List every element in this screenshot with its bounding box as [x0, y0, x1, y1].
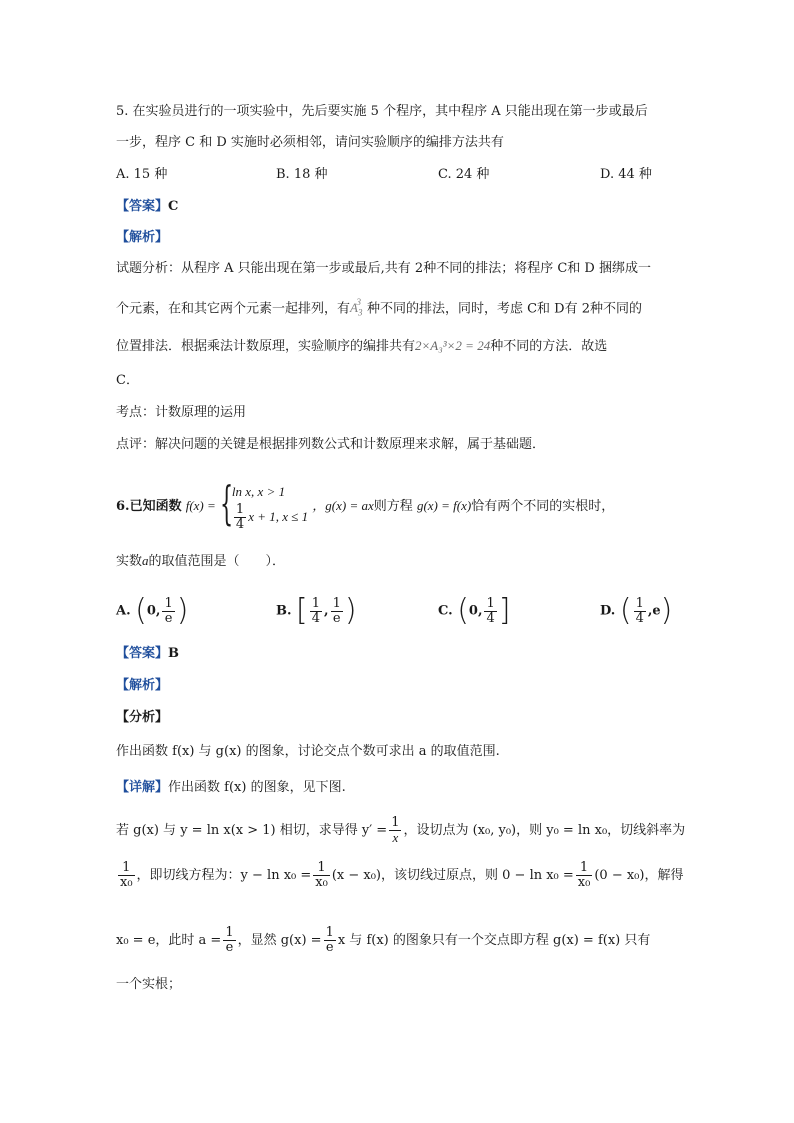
q6-fenxi-tag: 【分析】 [116, 710, 169, 725]
q5-explanation-line2: 个元素，在和其它两个元素一起排列，有$A_3^3$ 种不同的排法，同时，考虑 C和 D有 2种不同的 [116, 297, 643, 318]
gx-def: ，g(x) = ax [312, 498, 374, 513]
count-formula: 2×A₃³×2 = 24 [415, 338, 491, 353]
q5-explanation-line1: 试题分析：从程序 A 只能出现在第一步或最后,共有 2种不同的排法；将程序 C和 D 捆绑成一 [116, 261, 651, 276]
q5-kaodian: 考点：计数原理的运用 [116, 405, 247, 420]
q5-analysis-tag: 【解析】 [116, 230, 169, 245]
q6-stem-line2: 实数a的取值范围是（ ）． [116, 553, 286, 569]
q6-detail-line4: x₀ = e，此时 a = $\frac{1}{e}$ ，显然 g(x) = $\frac{1}{e}$ x 与 f(x) 的图象只有一个交点即方程 g(x) = f(x) 只有 [116, 925, 651, 955]
q6-option-d: D. ( $\frac{1}{4}$ ,e) [600, 593, 673, 628]
q6-detail-line5: 一个实根； [116, 977, 182, 992]
q5-option-c: C. 24 种 [438, 167, 490, 182]
q6-stem-line1: 6.已知函数 f(x) = { ln x, x > 1 $\frac{1}{4}$ x + 1, x ≤ 1 ，g(x) = ax则方程 g(x) = f(x)恰有两个不同的实根时， [116, 475, 615, 532]
q6-option-a: A. (0, $\frac{1}{e}$ ) [116, 593, 189, 628]
piecewise-function: { ln x, x > 1 $\frac{1}{4}$ x + 1, x ≤ 1 [219, 475, 309, 532]
q5-explanation-line4: C． [116, 373, 139, 388]
q6-option-c: C. (0, $\frac{1}{4}$ ] [438, 593, 511, 628]
q5-option-a: A. 15 种 [116, 167, 168, 182]
q6-detail-line1: 【详解】作出函数 f(x) 的图象，见下图. [116, 780, 346, 795]
permutation-formula: $A_3^3$ [350, 297, 363, 318]
answer-value: C [168, 199, 179, 214]
fx-label: f(x) = [185, 498, 216, 513]
q6-analysis-tag: 【解析】 [116, 678, 169, 693]
q6-detail-line3: $\frac{1}{\text{x₀}}$ ，即切线方程为：y − ln x₀ = $\frac{1}{\text{x₀}}$ (x − x₀)，该切线过原点，则 0 − ln x₀ = $\frac{1}{\text{x₀}}$ (0 − x₀)，解得 [120, 860, 684, 890]
q5-dianping: 点评：解决问题的关键是根据排列数公式和计数原理来求解，属于基础题． [116, 437, 546, 452]
q5-stem-line2: 一步，程序 C 和 D 实施时必须相邻，请问实验顺序的编排方法共有 [116, 135, 504, 150]
q6-detail-line2: 若 g(x) 与 y = ln x(x > 1) 相切，求导得 y′ = $\frac{1}{x}$ ，设切点为 (x₀, y₀)，则 y₀ = ln x₀，切线斜率为 [116, 814, 686, 845]
q6-fenxi: 作出函数 f(x) 与 g(x) 的图象，讨论交点个数可求出 a 的取值范围. [116, 744, 500, 759]
q5-stem-line1: 5. 在实验员进行的一项实验中，先后要实施 5 个程序，其中程序 A 只能出现在第一步或最后 [116, 104, 648, 119]
answer-tag: 【答案】 [116, 199, 169, 214]
q6-answer: 【答案】B [116, 646, 180, 661]
brace-glyph: { [219, 475, 234, 530]
q5-answer [116, 198, 178, 216]
q6-option-b: B. [ $\frac{1}{4}$ , $\frac{1}{e}$ ) [276, 593, 357, 628]
q5-explanation-line3: 位置排法．根据乘法计数原理，实验顺序的编排共有2×A₃³×2 = 24种不同的方法．故选 [116, 338, 608, 354]
q5-option-b: B. 18 种 [276, 167, 328, 182]
q5-option-d: D. 44 种 [600, 167, 652, 182]
